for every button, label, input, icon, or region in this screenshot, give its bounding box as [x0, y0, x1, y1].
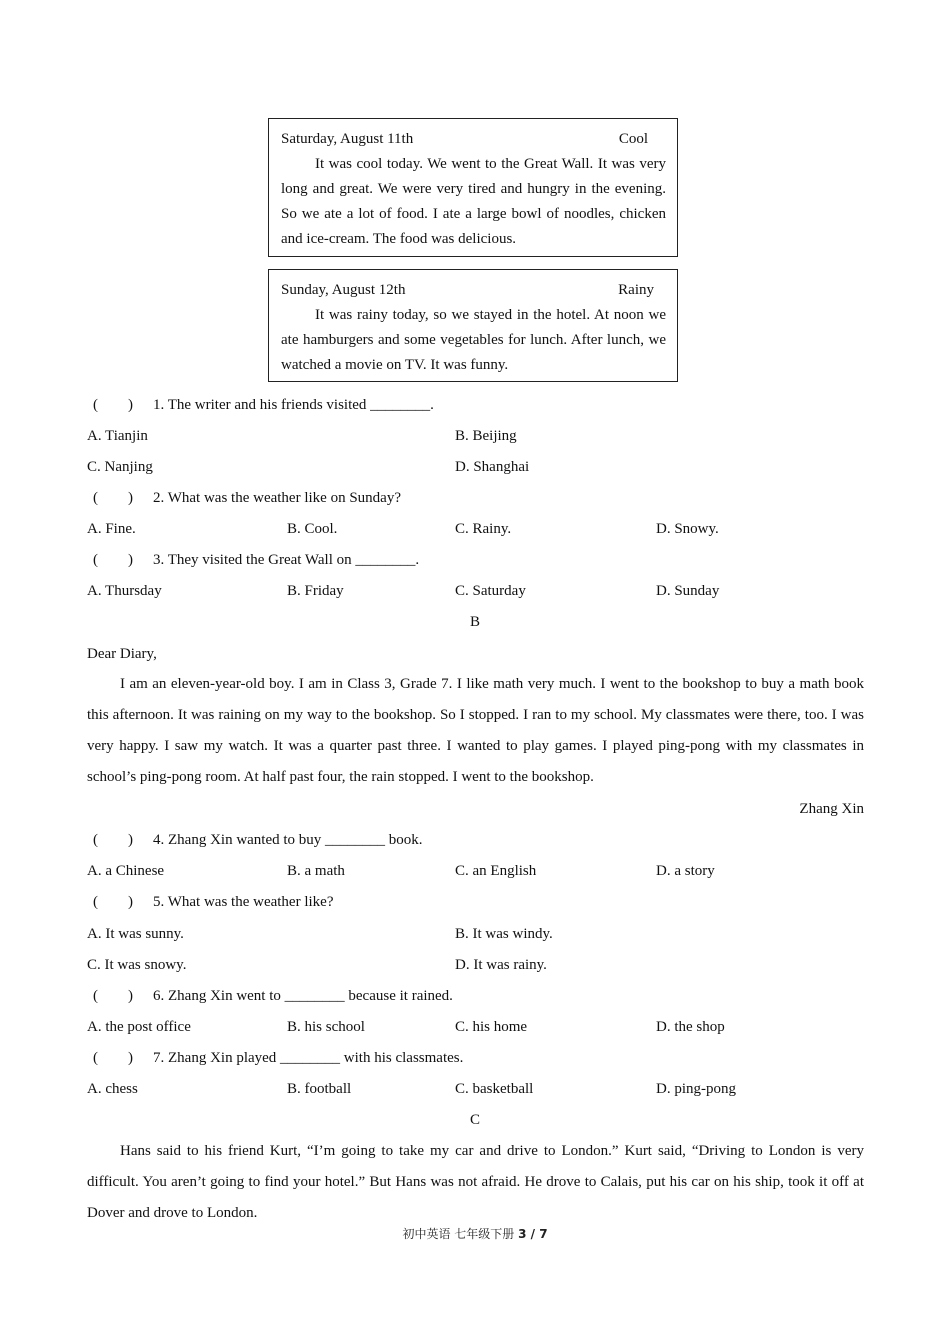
question-text: 4. Zhang Xin wanted to buy ________ book.: [153, 832, 423, 848]
diary-weather: Cool: [618, 131, 648, 147]
answer-blank[interactable]: ( ): [93, 894, 133, 910]
option-1b: B. Beijing: [455, 428, 517, 444]
option-4c: C. an English: [455, 863, 537, 879]
diary-text: It was cool today. We went to the Great Wall. It was very long and great. We were very tired and hungry in the evening. So we ate a lot of food. I ate a large bowl of noodles, chicken and ice-cream. The food was delicious.: [281, 156, 666, 247]
option-3b: B. Friday: [287, 583, 344, 599]
diary-date: Sunday, August 12th: [281, 282, 406, 298]
option-6d: D. the shop: [656, 1019, 725, 1035]
option-2b: B. Cool.: [287, 521, 338, 537]
option-3c: C. Saturday: [455, 583, 526, 599]
passage-c: Hans said to his friend Kurt, “I’m going to take my car and drive to London.” Kurt said, “Driving to London is very difficult. You aren’t going to find your hotel.” But Hans was not afraid. He drove to Calais, put his car on his ship, took it off at Dover and drove to London.: [87, 1143, 864, 1221]
option-6c: C. his home: [455, 1019, 528, 1035]
option-7b: B. football: [287, 1081, 352, 1097]
page-number: 3 / 7: [518, 1227, 548, 1241]
option-1a: A. Tianjin: [87, 428, 148, 444]
option-5c: C. It was snowy.: [87, 957, 187, 973]
option-1c: C. Nanjing: [87, 459, 153, 475]
question-text: 1. The writer and his friends visited ________.: [153, 397, 434, 413]
option-5b: B. It was windy.: [455, 926, 553, 942]
page-footer: [0, 1225, 950, 1243]
answer-blank[interactable]: ( ): [93, 397, 133, 413]
answer-blank[interactable]: ( ): [93, 552, 133, 568]
section-label-c: C: [469, 1112, 480, 1128]
option-2a: A. Fine.: [87, 521, 136, 537]
option-4a: A. a Chinese: [87, 863, 165, 879]
passage-b: I am an eleven-year-old boy. I am in Class 3, Grade 7. I like math very much. I went to the bookshop to buy a math book this afternoon. It was raining on my way to the bookshop. So I stopped. I ran to my school. My classmates were there, too. I was very happy. I saw my watch. It was a quarter past three. I wanted to play games. I played ping-pong with my classmates in school’s ping-pong room. At half past four, the rain stopped. I went to the bookshop.: [87, 676, 864, 785]
question-text: 6. Zhang Xin went to ________ because it rained.: [153, 988, 453, 1004]
option-4d: D. a story: [656, 863, 715, 879]
option-6a: A. the post office: [87, 1019, 191, 1035]
option-3d: D. Sunday: [656, 583, 720, 599]
option-1d: D. Shanghai: [455, 459, 530, 475]
question-2: [93, 488, 401, 508]
option-3a: A. Thursday: [87, 583, 162, 599]
diary-text: It was rainy today, so we stayed in the hotel. At noon we ate hamburgers and some vegetables for lunch. After lunch, we watched a movie on TV. It was funny.: [281, 307, 666, 373]
answer-blank[interactable]: ( ): [93, 1050, 133, 1066]
question-7: [93, 1048, 463, 1068]
footer-course: 初中英语 七年级下册: [402, 1227, 515, 1241]
option-6b: B. his school: [287, 1019, 365, 1035]
question-1: [93, 395, 434, 415]
diary-weather: Rainy: [618, 282, 654, 298]
question-5: [93, 892, 333, 912]
signature: Zhang Xin: [799, 801, 864, 817]
question-4: [93, 830, 423, 850]
option-4b: B. a math: [287, 863, 345, 879]
question-text: 3. They visited the Great Wall on ________.: [153, 552, 420, 568]
answer-blank[interactable]: ( ): [93, 490, 133, 506]
question-text: 2. What was the weather like on Sunday?: [153, 490, 401, 506]
question-text: 7. Zhang Xin played ________ with his classmates.: [153, 1050, 464, 1066]
diary-box-sunday: [268, 269, 678, 382]
option-7d: D. ping-pong: [656, 1081, 736, 1097]
question-text: 5. What was the weather like?: [153, 894, 334, 910]
diary-box-saturday: [268, 118, 678, 257]
option-2d: D. Snowy.: [656, 521, 719, 537]
answer-blank[interactable]: ( ): [93, 832, 133, 848]
option-2c: C. Rainy.: [455, 521, 512, 537]
question-3: [93, 550, 419, 570]
question-6: [93, 986, 453, 1006]
diary-greeting: Dear Diary,: [87, 646, 157, 662]
section-label-b: B: [469, 614, 480, 630]
option-7a: A. chess: [87, 1081, 138, 1097]
option-5a: A. It was sunny.: [87, 926, 184, 942]
option-7c: C. basketball: [455, 1081, 534, 1097]
answer-blank[interactable]: ( ): [93, 988, 133, 1004]
option-5d: D. It was rainy.: [455, 957, 547, 973]
diary-date: Saturday, August 11th: [281, 131, 414, 147]
